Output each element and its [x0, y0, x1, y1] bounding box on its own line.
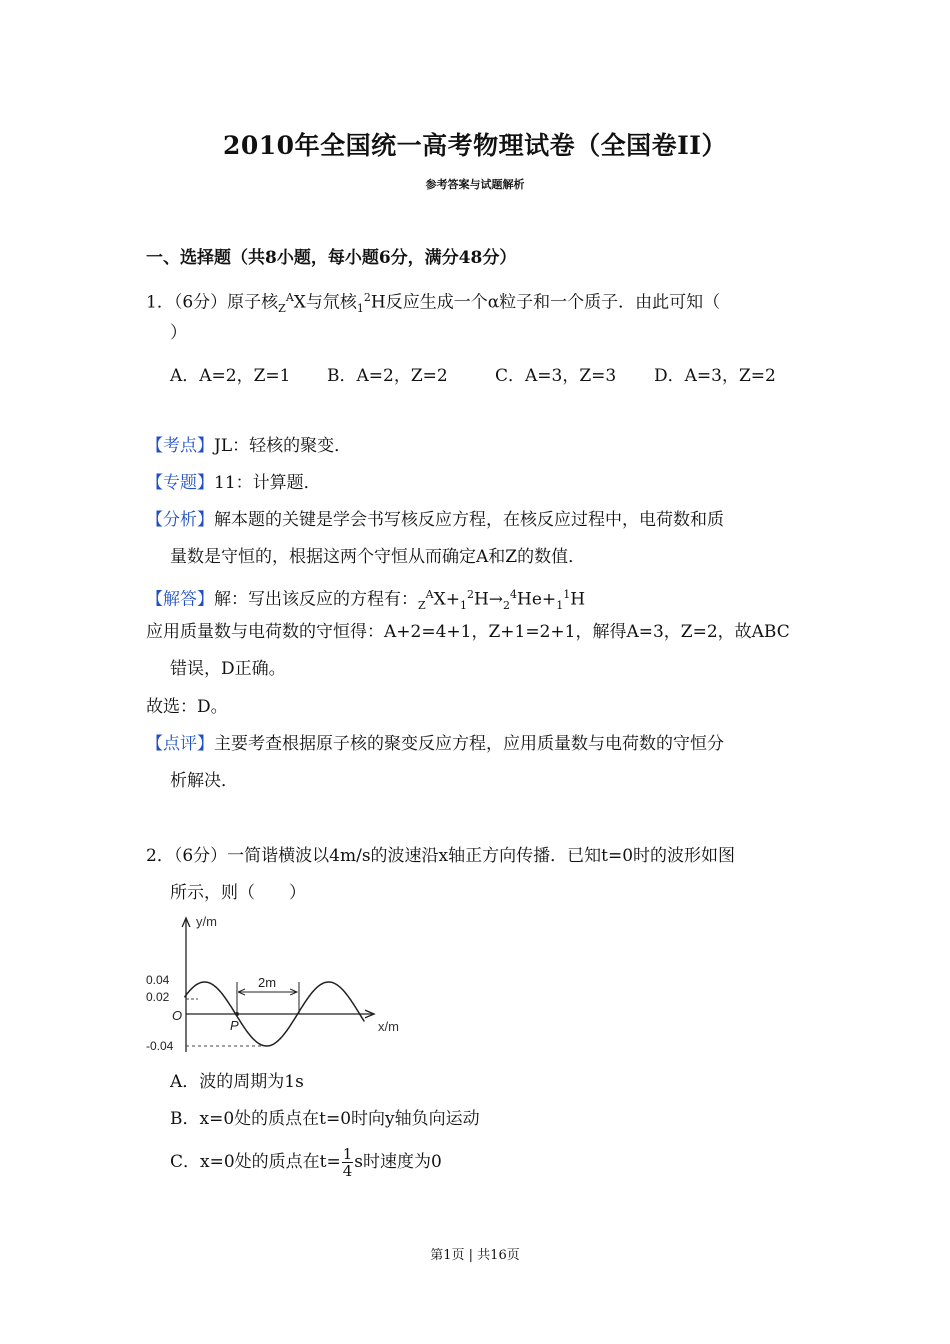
q2-stem-text: 一简谐横波以4m/s的波速沿x轴正方向传播．已知t=0时的波形如图	[227, 846, 736, 866]
eq-sup: 1	[563, 588, 571, 601]
q2-score: （6分）	[173, 846, 228, 866]
q2-number: 2．	[146, 846, 174, 866]
origin-label: O	[172, 1008, 183, 1023]
q2-option-b[interactable]: B．x=0处的质点在t=0时向y轴负向运动	[170, 1109, 480, 1129]
q1-stem-text: 原子核	[227, 292, 279, 313]
eq-sub: 2	[503, 599, 511, 613]
q1-number: 1．	[146, 292, 174, 313]
nuclide-z: Z	[278, 302, 286, 316]
q2-stem-line1	[146, 845, 735, 867]
wave-figure	[146, 912, 416, 1062]
eq-sub: Z	[418, 599, 426, 613]
page-footer: 第1页 | 共16页	[430, 1248, 520, 1263]
eq-sub: 1	[556, 599, 564, 613]
q1-jieda-line3: 错误，D正确。	[170, 659, 286, 679]
zhuanti-text: 11：计算题．	[214, 473, 321, 493]
eq-term: He+	[517, 589, 557, 610]
q2-stem-line2: 所示，则（ ）	[170, 883, 306, 903]
eq-sup: A	[425, 588, 434, 601]
q1-kaodian	[146, 435, 351, 457]
q1-zhuanti	[146, 472, 321, 494]
q1-score: （6分）	[173, 292, 228, 313]
dianping-tag: 【点评】	[146, 734, 214, 754]
jieda-text: 解：写出该反应的方程有：	[214, 589, 418, 610]
dianping-text: 主要考查根据原子核的聚变反应方程，应用质量数与电荷数的守恒分	[214, 734, 724, 754]
eq-sup: 2	[466, 588, 474, 601]
zhuanti-tag: 【专题】	[146, 473, 214, 493]
point-p	[235, 1012, 239, 1016]
deuteron-z: 1	[356, 302, 364, 316]
q1-jieda-line2: 应用质量数与电荷数的守恒得：A+2=4+1，Z+1=2+1，解得A=3，Z=2，故ABC	[146, 622, 790, 642]
kaodian-tag: 【考点】	[146, 436, 214, 456]
deuteron-symbol: H	[370, 292, 386, 313]
kaodian-text: JL：轻核的聚变．	[214, 436, 352, 456]
fraction-numerator: 1	[342, 1145, 353, 1163]
q1-stem-line1	[146, 287, 720, 320]
deuteron-a: 2	[363, 291, 371, 304]
q1-option-c[interactable]: C．A=3，Z=3	[495, 366, 617, 386]
point-p-label: P	[230, 1018, 239, 1033]
q1-option-d[interactable]: D．A=3，Z=2	[654, 366, 776, 386]
q1-option-a[interactable]: A．A=2，Z=1	[170, 366, 291, 386]
fraction	[342, 1146, 354, 1179]
eq-sup: 4	[510, 588, 518, 601]
q1-stem-text: 反应生成一个α粒子和一个质子．由此可知（	[385, 292, 721, 313]
eq-term: X+	[433, 589, 460, 610]
paper-title: 2010年全国统一高考物理试卷（全国卷II）	[223, 131, 727, 160]
fenxi-tag: 【分析】	[146, 510, 214, 530]
q2-option-c-text: s时速度为0	[354, 1152, 442, 1172]
q1-jieda	[146, 584, 585, 617]
nuclide-symbol: X	[293, 292, 306, 313]
eq-sub: 1	[459, 599, 467, 613]
nuclide-a: A	[285, 291, 294, 304]
paper-subtitle: 参考答案与试题解析	[425, 178, 525, 191]
x-axis-label: x/m	[378, 1019, 399, 1034]
section-heading: 一、选择题（共8小题，每小题6分，满分48分）	[146, 248, 517, 268]
q1-fenxi	[146, 509, 724, 531]
y-tick-label: 0.02	[146, 990, 170, 1004]
q1-dianping-line2: 析解决．	[170, 771, 238, 791]
eq-term: H	[570, 589, 586, 610]
q2-option-a[interactable]: A．波的周期为1s	[170, 1072, 304, 1092]
fraction-denominator: 4	[342, 1162, 353, 1180]
y-tick-label: -0.04	[146, 1039, 174, 1053]
q2-option-c-text: C．x=0处的质点在t=	[170, 1152, 341, 1172]
y-tick-label: 0.04	[146, 973, 170, 987]
y-axis-label: y/m	[196, 914, 217, 929]
eq-term: H→	[473, 589, 504, 610]
q1-dianping	[146, 733, 724, 755]
distance-label: 2m	[258, 975, 277, 990]
q1-stem-text: 与氘核	[305, 292, 357, 313]
q1-option-b[interactable]: B．A=2，Z=2	[327, 366, 448, 386]
jieda-tag: 【解答】	[146, 589, 214, 610]
fenxi-text: 解本题的关键是学会书写核反应方程，在核反应过程中，电荷数和质	[214, 510, 724, 530]
q1-fenxi-line2: 量数是守恒的，根据这两个守恒从而确定A和Z的数值．	[170, 547, 586, 567]
q1-answer: 故选：D。	[146, 697, 228, 717]
q2-option-c[interactable]	[170, 1146, 442, 1179]
q1-stem-line2: ）	[170, 323, 187, 343]
